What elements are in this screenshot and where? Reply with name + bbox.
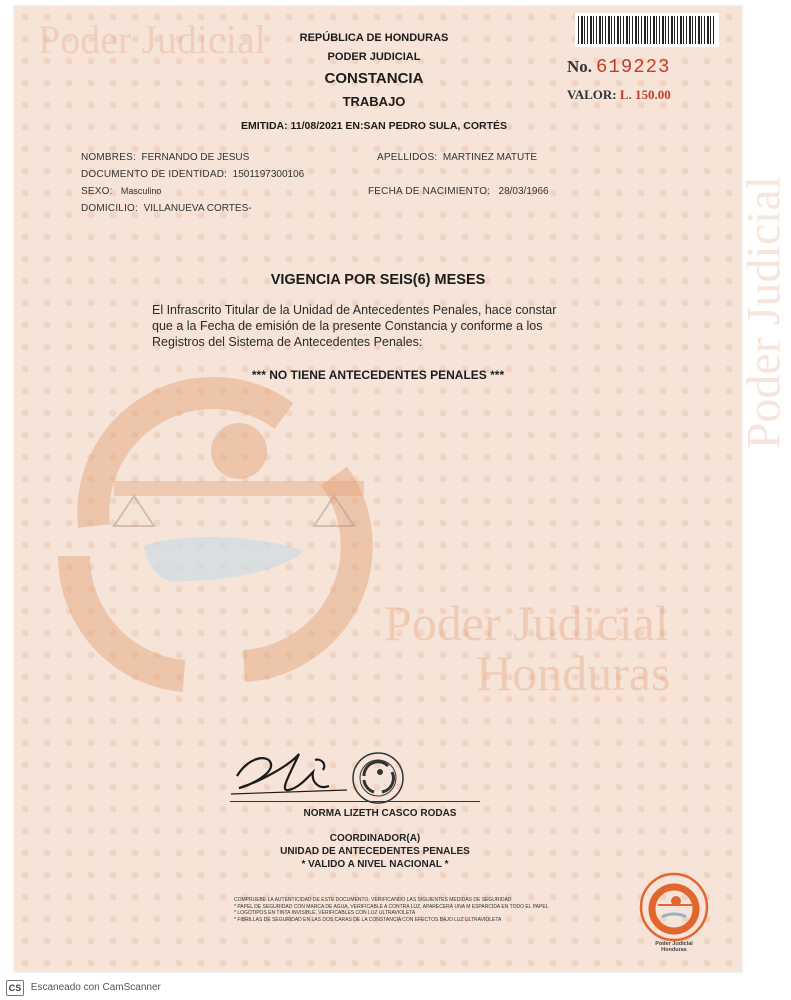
field-value: FERNANDO DE JESUS [141, 152, 250, 163]
header-poder-judicial: PODER JUDICIAL [327, 51, 421, 63]
camscanner-label: Escaneado con CamScanner [30, 982, 161, 993]
field-value: Masculino [120, 186, 162, 196]
serial-value: 619223 [596, 56, 671, 78]
header-republic: REPÚBLICA DE HONDURAS [299, 32, 449, 44]
field-apellidos [377, 152, 537, 163]
field-label: FECHA DE NACIMIENTO: [368, 186, 491, 197]
judicial-seal-icon [638, 871, 710, 943]
field-value: 1501197300106 [232, 169, 305, 180]
emblem-watermark-icon [34, 356, 394, 706]
signature-icon [229, 746, 349, 806]
field-domicilio [81, 203, 252, 214]
signer-role: COORDINADOR(A) [329, 833, 421, 844]
paragraph-line-1: El Infrascrito Titular de la Unidad de Antecedentes Penales, hace constar [152, 303, 557, 317]
result-text: *** NO TIENE ANTECEDENTES PENALES *** [251, 368, 505, 382]
header-title: CONSTANCIA [324, 70, 424, 87]
field-label: NOMBRES: [81, 152, 136, 163]
signer-scope: * VALIDO A NIVEL NACIONAL * [301, 859, 449, 870]
field-label: APELLIDOS: [377, 152, 438, 163]
field-nombres [81, 152, 249, 163]
vigencia-heading: VIGENCIA POR SEIS(6) MESES [270, 272, 486, 288]
header-issued: EMITIDA: 11/08/2021 EN:SAN PEDRO SULA, CORTÉS [240, 120, 508, 132]
document-paper [14, 6, 790, 972]
footnote-line: COMPRUEBE LA AUTENTICIDAD DE ESTE DOCUMENTO, VERIFICANDO LAS SIGUIENTES MEDIDAS DE SEGURIDAD [234, 897, 512, 903]
camscanner-footer [0, 976, 748, 1000]
signature-line [230, 801, 480, 802]
security-footnotes [234, 897, 674, 923]
field-label: SEXO: [81, 186, 113, 197]
field-label: DOCUMENTO DE IDENTIDAD: [81, 169, 228, 180]
valor-value: L. 150.00 [619, 87, 671, 102]
field-value: MARTINEZ MATUTE [442, 152, 537, 163]
paragraph-line-2: que a la Fecha de emisión de la presente Constancia y conforme a los [152, 319, 543, 333]
seal-caption [636, 941, 712, 953]
watermark-side: Poder Judicial [737, 176, 790, 450]
field-fecha-nacimiento [368, 186, 549, 197]
signer-name: NORMA LIZETH CASCO RODAS [303, 808, 457, 819]
watermark-top: Poder Judicial [38, 17, 266, 62]
footnote-line: * FIBRILLAS DE SEGURIDAD EN LAS DOS CARAS DE LA CONSTANCIA CON EFECTOS BAJO LUZ ULTRAVIOLETA [234, 916, 502, 923]
footnote-line: * PAPEL DE SEGURIDAD CON MARCA DE AGUA, VERIFICABLE A CONTRA LUZ, APARECERÁ UNA M ESPARCIDA EN TODO EL PAPEL [234, 903, 549, 910]
watermark-big-2: Honduras [476, 645, 671, 701]
camscanner-logo-icon: CS [6, 980, 24, 996]
valor-label: VALOR: [567, 87, 617, 102]
field-value: 28/03/1966 [498, 186, 549, 197]
body-paragraph [152, 302, 632, 350]
field-label: DOMICILIO: [81, 203, 139, 214]
field-documento [81, 169, 304, 180]
header-subtitle: TRABAJO [342, 94, 406, 109]
field-value: VILLANUEVA CORTES- [143, 203, 252, 214]
watermark-big-1: Poder Judicial [384, 595, 669, 651]
paragraph-line-3: Registros del Sistema de Antecedentes Penales: [152, 335, 423, 349]
footnote-line: * LOGOTIPOS EN TINTA INVISIBLE, VERIFICABLES CON LUZ ULTRAVIOLETA [234, 910, 416, 916]
signer-unit: UNIDAD DE ANTECEDENTES PENALES [280, 846, 470, 857]
serial-label: No. [567, 57, 593, 76]
seal-caption-line: Honduras [661, 947, 687, 953]
field-sexo [81, 186, 161, 197]
stamp-seal-icon [350, 750, 406, 806]
seal-caption-line: Poder Judicial [655, 941, 693, 947]
